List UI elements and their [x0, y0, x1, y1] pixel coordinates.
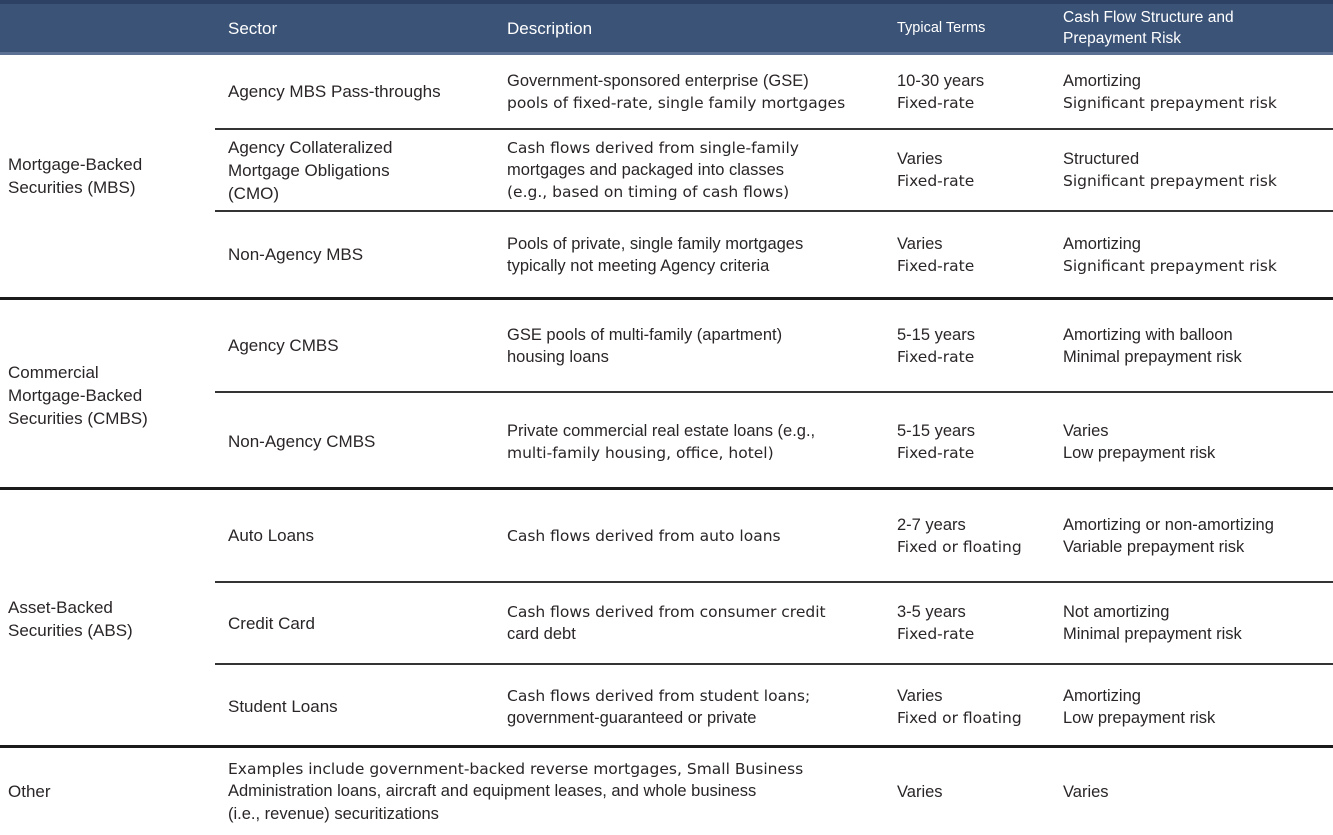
cashflow-line: Varies	[1063, 782, 1109, 801]
cashflow-line: Not amortizing	[1063, 603, 1170, 621]
cashflow-line: Significant prepayment risk	[1063, 172, 1277, 190]
description-cell	[507, 324, 897, 368]
sector-cell	[228, 243, 507, 266]
description-line: mortgages and packaged into classes	[507, 161, 785, 179]
sector-label: Agency CMBS	[228, 336, 339, 355]
description-line: government-guaranteed or private	[507, 708, 757, 727]
cashflow-line: Low prepayment risk	[1063, 443, 1216, 462]
terms-line: Varies	[897, 150, 943, 168]
terms-line: 3-5 years	[897, 603, 966, 621]
terms-line: Fixed-rate	[897, 347, 975, 366]
column-header-description: Description	[507, 18, 593, 38]
terms-cell	[897, 685, 1063, 729]
terms-line: 5-15 years	[897, 421, 975, 440]
group-label-text: Asset-Backed Securities (ABS)	[8, 598, 133, 640]
sector-label: Non-Agency CMBS	[228, 432, 376, 451]
terms-line: Fixed-rate	[897, 443, 975, 462]
cashflow-line: Variable prepayment risk	[1063, 537, 1245, 556]
table-row	[215, 128, 1333, 210]
description-line: pools of fixed-rate, single family mortgages	[507, 93, 846, 112]
description-line: Private commercial real estate loans (e.g.,	[507, 421, 816, 440]
sector-cell	[228, 136, 507, 205]
terms-line: 10-30 years	[897, 71, 985, 90]
terms-line: Varies	[897, 234, 943, 253]
table-row	[215, 663, 1333, 748]
description-line: Cash flows derived from student loans;	[507, 686, 811, 705]
description-line: housing loans	[507, 347, 609, 366]
description-cell	[507, 601, 897, 645]
terms-cell	[897, 514, 1063, 558]
description-line: card debt	[507, 625, 576, 643]
description-line: typically not meeting Agency criteria	[507, 256, 770, 275]
sector-cell	[228, 524, 507, 547]
terms-cell	[897, 148, 1063, 192]
terms-line: Varies	[897, 686, 943, 705]
group-label-text: Other	[8, 782, 51, 801]
cashflow-line: Varies	[1063, 421, 1109, 440]
terms-line: Fixed-rate	[897, 625, 975, 643]
description-cell	[507, 233, 897, 277]
cashflow-cell	[1063, 781, 1333, 803]
description-line: Administration loans, aircraft and equipment leases, and whole business	[228, 782, 757, 801]
table-row	[215, 581, 1333, 663]
cashflow-line: Significant prepayment risk	[1063, 256, 1277, 275]
section-other	[0, 745, 1333, 835]
table-row	[215, 748, 1333, 835]
table-header-row	[0, 0, 1333, 55]
column-header-cash-flow: Cash Flow Structure and Prepayment Risk	[1063, 9, 1234, 47]
terms-line: 2-7 years	[897, 515, 966, 534]
column-header-sector: Sector	[228, 18, 278, 38]
description-cell	[507, 685, 897, 729]
group-label-mbs	[0, 55, 215, 297]
group-label-text: Commercial Mortgage-Backed Securities (CMBS)	[8, 362, 148, 428]
cashflow-cell	[1063, 420, 1333, 464]
sector-label: Agency Collateralized Mortgage Obligations (CMO)	[228, 137, 393, 203]
cashflow-line: Minimal prepayment risk	[1063, 625, 1242, 643]
group-label-cmbs	[0, 300, 215, 490]
cashflow-cell	[1063, 685, 1333, 729]
sector-cell	[228, 695, 507, 718]
cashflow-line: Amortizing	[1063, 234, 1141, 253]
terms-cell	[897, 601, 1063, 645]
description-line: Cash flows derived from single-family	[507, 139, 799, 157]
cashflow-cell	[1063, 70, 1333, 114]
table-row	[215, 300, 1333, 391]
cashflow-cell	[1063, 324, 1333, 368]
description-line: Examples include government-backed reverse mortgages, Small Business	[228, 759, 804, 778]
description-line: Government-sponsored enterprise (GSE)	[507, 71, 809, 90]
terms-line: Fixed-rate	[897, 172, 975, 190]
cashflow-line: Minimal prepayment risk	[1063, 347, 1242, 366]
description-line: Pools of private, single family mortgages	[507, 234, 804, 253]
description-cell	[507, 420, 897, 464]
description-line: (i.e., revenue) securitizations	[228, 804, 439, 823]
sector-label: Auto Loans	[228, 526, 315, 545]
description-cell	[228, 758, 897, 826]
sector-label: Credit Card	[228, 613, 315, 633]
terms-cell	[897, 70, 1063, 114]
terms-line: 5-15 years	[897, 325, 975, 344]
cashflow-line: Structured	[1063, 150, 1140, 168]
cashflow-cell	[1063, 514, 1333, 558]
description-cell	[507, 70, 897, 114]
table-row	[215, 391, 1333, 490]
terms-line: Fixed-rate	[897, 256, 975, 275]
cashflow-line: Low prepayment risk	[1063, 708, 1216, 727]
group-label-other	[0, 748, 215, 835]
sector-cell	[228, 430, 507, 453]
column-header-typical-terms: Typical Terms	[897, 19, 986, 36]
sector-label: Non-Agency MBS	[228, 245, 364, 264]
group-label-text: Mortgage-Backed Securities (MBS)	[8, 155, 143, 197]
sector-cell	[228, 80, 507, 103]
group-label-abs	[0, 490, 215, 748]
description-line: Cash flows derived from consumer credit	[507, 603, 826, 621]
terms-cell	[897, 233, 1063, 277]
cashflow-line: Amortizing	[1063, 71, 1141, 90]
description-line: (e.g., based on timing of cash flows)	[507, 183, 790, 201]
description-cell	[507, 525, 897, 547]
section-cmbs	[0, 297, 1333, 487]
terms-cell	[897, 781, 1063, 803]
section-abs	[0, 487, 1333, 745]
terms-line: Fixed or floating	[897, 537, 1022, 556]
terms-cell	[897, 420, 1063, 464]
cashflow-line: Amortizing or non-amortizing	[1063, 515, 1274, 534]
table-row	[215, 55, 1333, 128]
cashflow-cell	[1063, 148, 1333, 192]
sector-label: Student Loans	[228, 697, 338, 716]
table-row	[215, 490, 1333, 581]
sector-cell	[228, 334, 507, 357]
cashflow-line: Amortizing with balloon	[1063, 325, 1233, 344]
cashflow-cell	[1063, 601, 1333, 645]
description-line: multi-family housing, office, hotel)	[507, 443, 774, 462]
description-cell	[507, 137, 897, 203]
terms-line: Fixed-rate	[897, 93, 975, 112]
terms-line: Varies	[897, 782, 943, 801]
table-row	[215, 210, 1333, 297]
cashflow-line: Significant prepayment risk	[1063, 93, 1277, 112]
terms-line: Fixed or floating	[897, 708, 1022, 727]
cashflow-cell	[1063, 233, 1333, 277]
section-mbs	[0, 55, 1333, 297]
description-line: GSE pools of multi-family (apartment)	[507, 325, 783, 344]
sector-label: Agency MBS Pass-throughs	[228, 82, 441, 101]
cashflow-line: Amortizing	[1063, 686, 1141, 705]
sector-cell	[228, 612, 507, 635]
description-line: Cash flows derived from auto loans	[507, 526, 781, 545]
terms-cell	[897, 324, 1063, 368]
